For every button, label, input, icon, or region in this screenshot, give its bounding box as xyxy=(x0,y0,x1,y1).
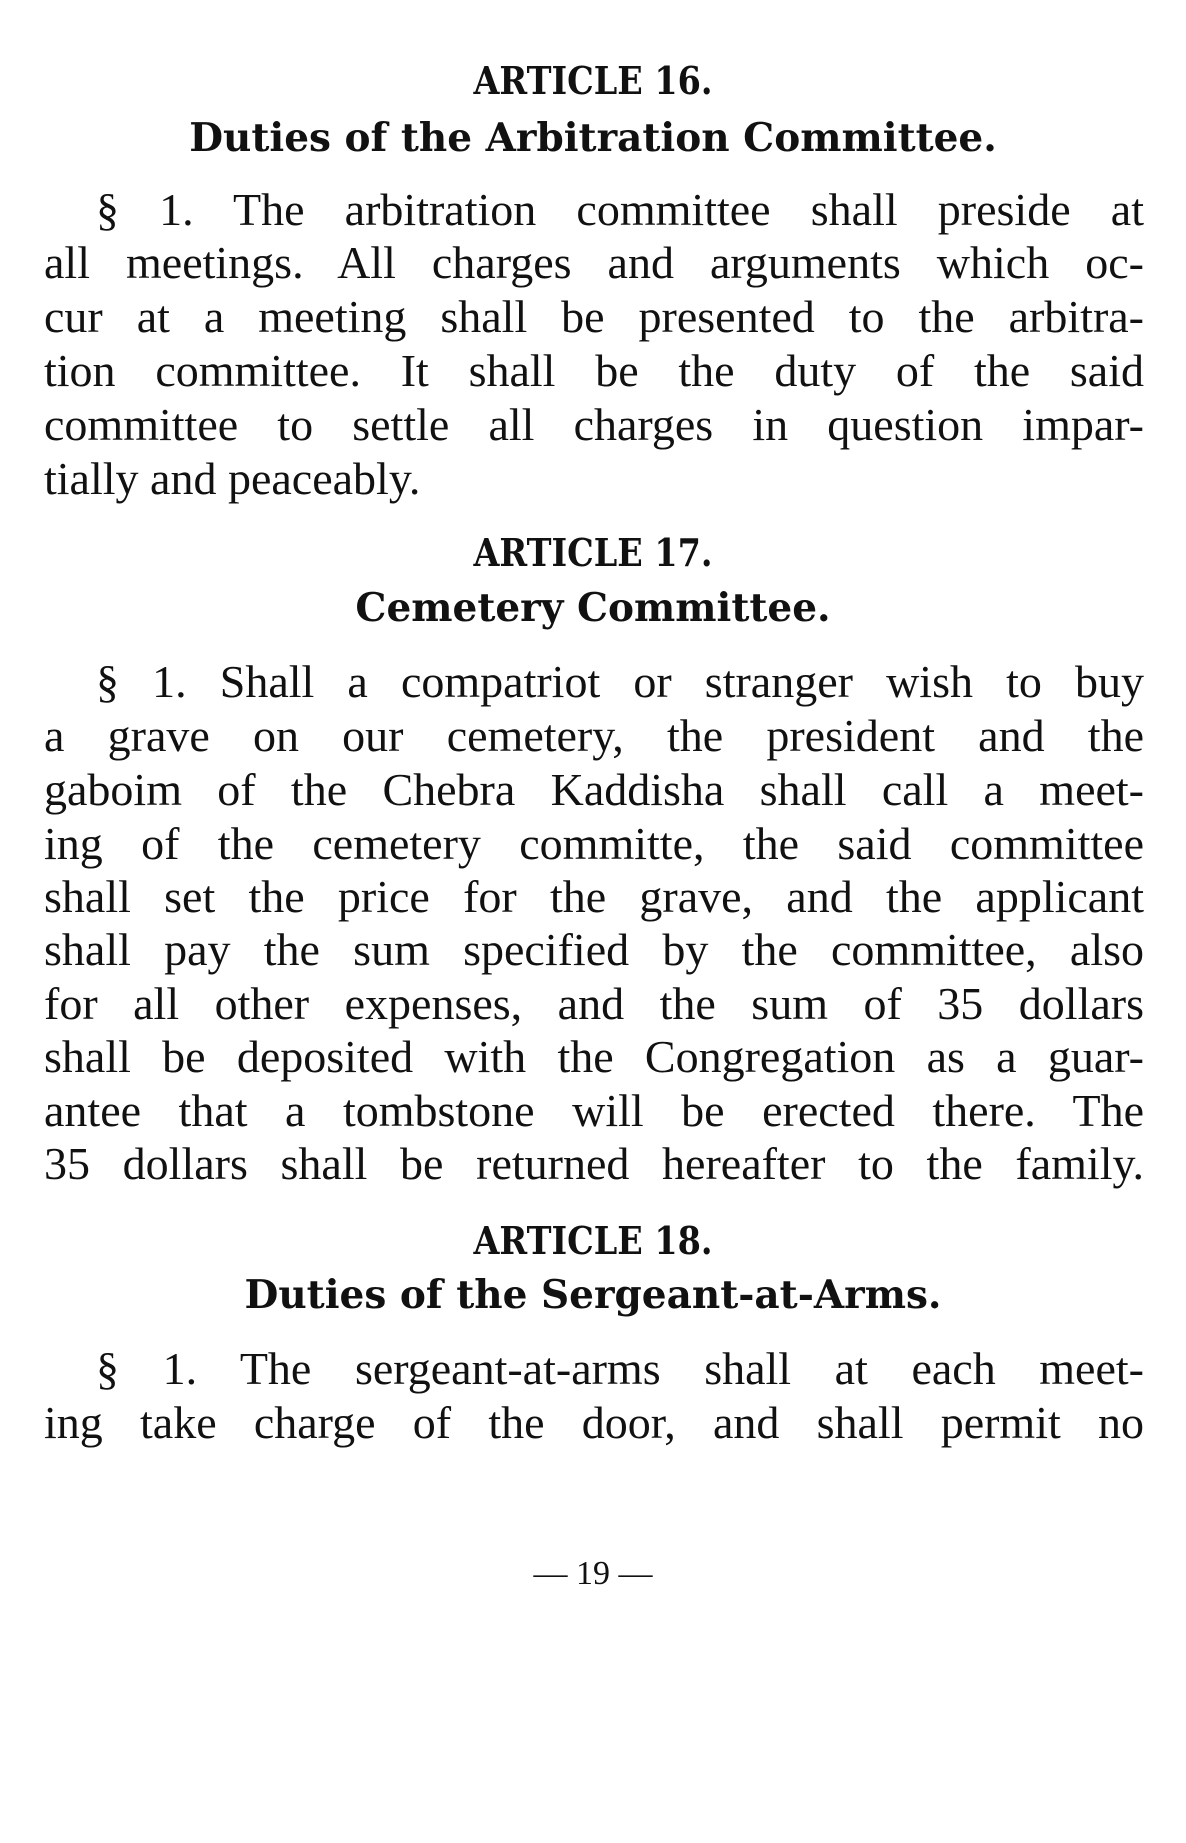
article-17-title: ARTICLE 17. xyxy=(473,530,713,575)
paragraph-line: ing of the cemetery committe, the said committee xyxy=(44,818,1144,869)
paragraph-line: a grave on our cemetery, the president and the xyxy=(44,710,1144,761)
article-16-subtitle: Duties of the Arbitration Committee. xyxy=(189,115,997,161)
article-18-title: ARTICLE 18. xyxy=(473,1218,713,1263)
paragraph-line: cur at a meeting shall be presented to the arbitra- xyxy=(44,291,1144,342)
paragraph-line: tially and peaceably. xyxy=(44,453,421,504)
article-17-subtitle: Cemetery Committee. xyxy=(355,585,831,631)
paragraph-line: § 1. The sergeant-at-arms shall at each meet- xyxy=(96,1343,1144,1394)
paragraph-line: all meetings. All charges and arguments which oc- xyxy=(44,237,1144,288)
article-16-title: ARTICLE 16. xyxy=(473,58,713,103)
paragraph-line: gaboim of the Chebra Kaddisha shall call a meet- xyxy=(44,764,1144,815)
page-number: — 19 — xyxy=(533,1555,653,1592)
paragraph-line: for all other expenses, and the sum of 35 dollars xyxy=(44,978,1144,1029)
paragraph-line: committee to settle all charges in question impar- xyxy=(44,399,1144,450)
article-18-subtitle: Duties of the Sergeant-at-Arms. xyxy=(244,1272,942,1318)
paragraph-line: shall set the price for the grave, and the applicant xyxy=(44,871,1144,922)
paragraph-line: § 1. Shall a compatriot or stranger wish to buy xyxy=(96,656,1144,707)
paragraph-line: 35 dollars shall be returned hereafter to the family. xyxy=(44,1138,1144,1189)
paragraph-line: shall be deposited with the Congregation as a guar- xyxy=(44,1031,1144,1082)
paragraph-line: shall pay the sum specified by the committee, also xyxy=(44,924,1144,975)
paragraph-line: antee that a tombstone will be erected there. The xyxy=(44,1085,1144,1136)
paragraph-line: tion committee. It shall be the duty of the said xyxy=(44,345,1144,396)
paragraph-line: ing take charge of the door, and shall permit no xyxy=(44,1397,1144,1448)
paragraph-line: § 1. The arbitration committee shall preside at xyxy=(96,184,1144,235)
